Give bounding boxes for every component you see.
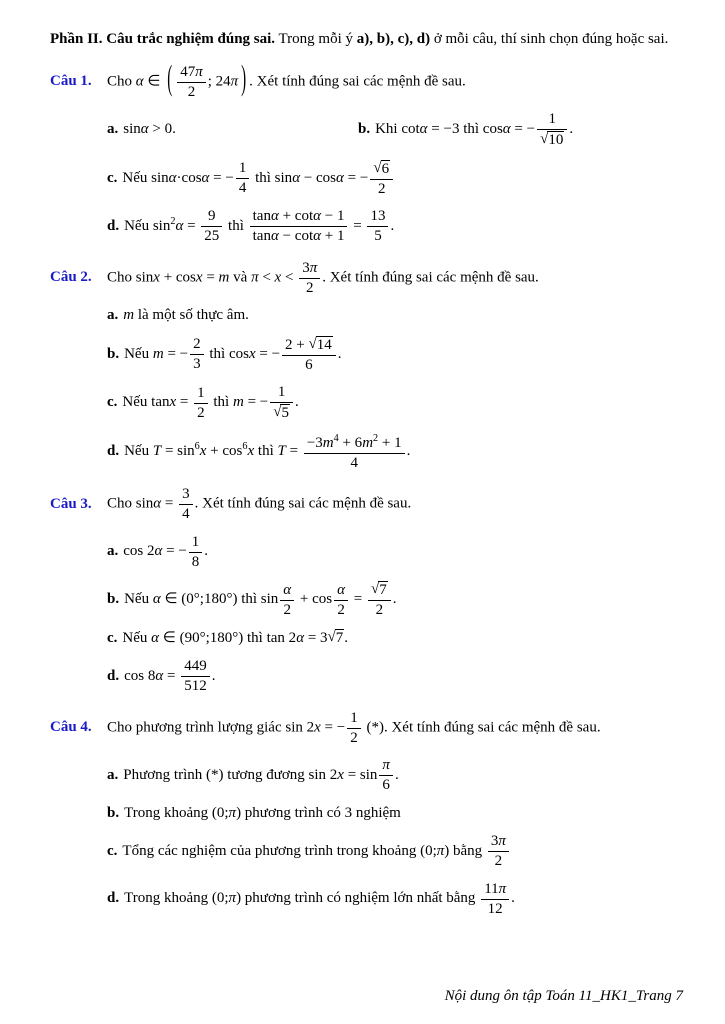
question-1-statement-c [107, 159, 685, 199]
question-2-statement-b [107, 335, 685, 375]
statement-label: a. [107, 121, 119, 138]
question-1 [50, 63, 685, 246]
statement-text: Nếu m = − $\frac{2}{3}$ thì cosx = − $\frac{2 + √14}{6}$ . [124, 335, 342, 373]
question-3-statement-a [107, 533, 685, 572]
question-1-statement-a [107, 120, 358, 140]
statement-label: a. [107, 307, 119, 323]
question-2-statement-d [107, 432, 685, 473]
question-1-statement-b [358, 110, 573, 150]
section-instructions-2: ở mỗi câu, thí sinh chọn đúng hoặc sai. [430, 31, 669, 47]
statement-label: b. [107, 345, 120, 362]
statement-label: b. [358, 121, 371, 138]
question-3-statement-b [107, 580, 685, 620]
question-3 [50, 485, 685, 696]
question-3-stem: Cho sinα = $\frac{3}{4}$ . Xét tính đúng sai các mệnh đề sau. [107, 486, 412, 523]
question-1-label: Câu 1. [50, 73, 92, 90]
statement-label: a. [107, 543, 119, 560]
statement-text: Trong khoảng (0;π) phương trình có 3 nghiệm [124, 804, 401, 821]
question-4 [50, 709, 685, 919]
question-1-stem: Cho α ∈ ( $\frac{47\pi}{2}$ ; 24π ) . Xét tính đúng sai các mệnh đề sau. [107, 61, 466, 100]
section-instructions-1: Trong mỗi ý [275, 31, 357, 47]
statement-text: cos 2α = − $\frac{1}{8}$ . [123, 533, 209, 570]
statement-text: Khi cotα = −3 thì cosα = − $\frac{1}{√10}$ . [375, 111, 574, 149]
question-2-stem: Cho sinx + cosx = m và π < x < $\frac{3\pi}{2}$ . Xét tính đúng sai các mệnh đề sau. [107, 259, 539, 296]
section-option-letters: a), b), c), d) [356, 31, 431, 47]
statement-text: Nếu tanx = $\frac{1}{2}$ thì m = − $\frac{1}{√5}$ . [122, 384, 299, 422]
statement-label: c. [107, 394, 118, 411]
question-2-statement-c [107, 383, 685, 423]
statement-text: sinα > 0. [123, 121, 176, 138]
question-2-label: Câu 2. [50, 269, 92, 286]
statement-label: c. [107, 169, 118, 186]
question-4-stem: Cho phương trình lượng giác sin 2x = − $\frac{1}{2}$ (*). Xét tính đúng sai các mệnh đề sau. [107, 709, 601, 746]
statement-text: cos 8α = $\frac{449}{512}$ . [124, 658, 216, 695]
section-header [50, 30, 685, 50]
statement-text: Nếu α ∈ (90°;180°) thì tan 2α = 3√7. [122, 628, 349, 646]
question-3-statement-d [107, 657, 685, 696]
statement-label: c. [107, 629, 118, 646]
question-2-statement-a [107, 306, 685, 326]
question-2 [50, 259, 685, 473]
statement-text: Tổng các nghiệm của phương trình trong khoảng (0;π) bằng $\frac{3\pi}{2}$ [122, 843, 511, 859]
statement-text: Nếu sinα·cosα = − $\frac{1}{4}$ thì sinα − cosα = − $\frac{√6}{2}$ [122, 170, 395, 186]
statement-text: Nếu α ∈ (0°;180°) thì sin $\frac{\alpha}{2}$ + cos $\frac{\alpha}{2}$ = $\frac{√7}{2}$ . [124, 581, 397, 619]
statement-label: c. [107, 842, 118, 859]
section-title: Phần II. Câu trắc nghiệm đúng sai. [50, 31, 276, 47]
statement-text: Nếu $T = \sin^6x + \cos^6x$ thì T = $\frac{-3m^4 + 6m^2 + 1}{4}$ . [124, 432, 411, 471]
statement-label: d. [107, 667, 120, 684]
statement-label: d. [107, 890, 120, 907]
question-4-label: Câu 4. [50, 719, 92, 736]
statement-label: b. [107, 804, 120, 821]
statement-label: d. [107, 217, 120, 234]
statement-label: b. [107, 591, 120, 608]
question-4-statement-d [107, 880, 685, 919]
statement-text: Nếu $\sin^2\alpha$ = $\frac{9}{25}$ thì $\frac{\tan\alpha + \cot\alpha - 1}{\tan\alpha - \cot\alpha + 1}$ = $\frac{13}{5}$ . [124, 208, 395, 245]
question-4-statement-a [107, 756, 685, 795]
statement-row-ab [107, 110, 685, 150]
statement-text: m là một số thực âm. [123, 307, 249, 323]
question-3-label: Câu 3. [50, 495, 92, 512]
statement-label: a. [107, 766, 119, 783]
question-4-statement-c [107, 832, 685, 871]
statement-text: Phương trình (*) tương đương sin 2x = sin $\frac{\pi}{6}$ . [123, 757, 399, 794]
statement-text: Trong khoảng (0;π) phương trình có nghiệm lớn nhất bằng $\frac{11\pi}{12}$ . [124, 880, 515, 917]
statement-label: d. [107, 443, 120, 460]
question-1-statement-d [107, 207, 685, 246]
question-3-statement-c [107, 629, 685, 649]
page-footer: Nội dung ôn tập Toán 11_HK1_Trang 7 [444, 987, 683, 1004]
question-4-statement-b [107, 804, 685, 824]
